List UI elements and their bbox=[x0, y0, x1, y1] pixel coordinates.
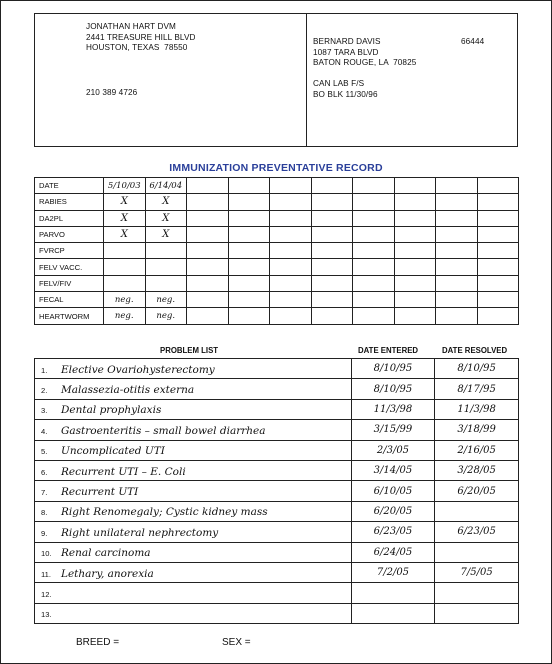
immunization-value: neg. bbox=[145, 292, 187, 308]
immunization-label: FELV VACC. bbox=[35, 259, 104, 275]
date-entered bbox=[351, 583, 435, 603]
immunization-label: FVRCP bbox=[35, 243, 104, 259]
problem-number: 7. bbox=[41, 488, 48, 498]
date-entered: 3/14/05 bbox=[351, 460, 435, 480]
problem-number: 4. bbox=[41, 426, 48, 436]
immunization-empty-cell bbox=[477, 308, 519, 324]
breed-label: BREED = bbox=[76, 637, 120, 648]
pet-info bbox=[313, 79, 378, 100]
immunization-empty-cell bbox=[311, 275, 353, 291]
pet-signalment: CAN LAB F/S bbox=[313, 79, 365, 88]
immunization-empty-cell bbox=[353, 308, 395, 324]
immunization-empty-cell bbox=[187, 226, 229, 242]
immunization-value: X bbox=[145, 226, 187, 242]
immunization-empty-cell bbox=[187, 292, 229, 308]
immunization-empty-cell bbox=[436, 259, 478, 275]
immunization-value: X bbox=[145, 210, 187, 226]
immunization-row bbox=[35, 210, 519, 226]
immunization-empty-cell bbox=[394, 226, 436, 242]
immunization-empty-cell bbox=[353, 226, 395, 242]
date-resolved: 2/16/05 bbox=[435, 440, 519, 460]
problem-number: 11. bbox=[41, 569, 51, 579]
date-entered: 11/3/98 bbox=[351, 399, 435, 419]
immunization-empty-cell bbox=[311, 210, 353, 226]
immunization-empty-cell bbox=[353, 194, 395, 210]
immunization-empty-cell bbox=[228, 210, 270, 226]
immunization-empty-cell bbox=[477, 243, 519, 259]
immunization-value: 5/10/03 bbox=[104, 178, 146, 194]
immunization-empty-cell bbox=[187, 308, 229, 324]
date-resolved bbox=[435, 583, 519, 603]
pet-detail: BO BLK 11/30/96 bbox=[313, 89, 378, 99]
problem-row bbox=[35, 603, 519, 623]
problem-row bbox=[35, 542, 519, 562]
problem-cell bbox=[35, 440, 352, 460]
date-entered: 6/20/05 bbox=[351, 501, 435, 521]
immunization-value: X bbox=[104, 210, 146, 226]
problem-row bbox=[35, 460, 519, 480]
header-divider bbox=[306, 14, 307, 146]
immunization-value: X bbox=[104, 194, 146, 210]
problem-row bbox=[35, 481, 519, 501]
immunization-empty-cell bbox=[436, 226, 478, 242]
immunization-empty-cell bbox=[187, 178, 229, 194]
immunization-label: FECAL bbox=[35, 292, 104, 308]
problem-number: 9. bbox=[41, 528, 48, 538]
problem-number: 3. bbox=[41, 406, 48, 416]
immunization-row bbox=[35, 178, 519, 194]
immunization-value bbox=[104, 259, 146, 275]
problem-description: Recurrent UTI bbox=[61, 486, 139, 499]
immunization-empty-cell bbox=[228, 178, 270, 194]
immunization-empty-cell bbox=[187, 259, 229, 275]
immunization-empty-cell bbox=[270, 308, 312, 324]
immunization-empty-cell bbox=[187, 210, 229, 226]
immunization-empty-cell bbox=[270, 178, 312, 194]
immunization-label: DA2PL bbox=[35, 210, 104, 226]
problem-description: Right Renomegaly; Cystic kidney mass bbox=[61, 506, 268, 519]
immunization-empty-cell bbox=[353, 275, 395, 291]
problem-number: 13. bbox=[41, 610, 52, 620]
immunization-empty-cell bbox=[436, 194, 478, 210]
immunization-empty-cell bbox=[311, 194, 353, 210]
problem-cell bbox=[35, 420, 352, 440]
date-resolved: 6/23/05 bbox=[435, 522, 519, 542]
vet-name: JONATHAN HART DVM bbox=[86, 22, 176, 31]
date-resolved: 8/10/95 bbox=[435, 359, 519, 379]
problem-cell bbox=[35, 603, 352, 623]
problem-row bbox=[35, 440, 519, 460]
immunization-empty-cell bbox=[353, 243, 395, 259]
immunization-empty-cell bbox=[270, 292, 312, 308]
date-resolved: 7/5/05 bbox=[435, 562, 519, 582]
problem-cell bbox=[35, 460, 352, 480]
problem-row bbox=[35, 501, 519, 521]
immunization-empty-cell bbox=[477, 259, 519, 275]
date-resolved: 3/18/99 bbox=[435, 420, 519, 440]
vet-address2: HOUSTON, TEXAS 78550 bbox=[86, 43, 188, 53]
immunization-empty-cell bbox=[270, 194, 312, 210]
date-entered bbox=[351, 603, 435, 623]
immunization-empty-cell bbox=[353, 210, 395, 226]
sex-label: SEX = bbox=[222, 637, 251, 648]
problem-number: 5. bbox=[41, 447, 48, 457]
immunization-empty-cell bbox=[394, 178, 436, 194]
problem-number: 8. bbox=[41, 508, 48, 518]
problem-description: Elective Ovariohysterectomy bbox=[61, 363, 215, 376]
date-resolved-header: DATE RESOLVED bbox=[442, 346, 508, 355]
client-id: 66444 bbox=[461, 37, 485, 46]
immunization-label: FELV/FIV bbox=[35, 275, 104, 291]
problem-description: Gastroenteritis – small bowel diarrhea bbox=[61, 424, 266, 437]
immunization-value bbox=[145, 259, 187, 275]
immunization-empty-cell bbox=[228, 292, 270, 308]
problem-cell bbox=[35, 562, 352, 582]
date-resolved: 3/28/05 bbox=[435, 460, 519, 480]
problem-description: Malassezia-otitis externa bbox=[61, 384, 195, 397]
problem-list-header: PROBLEM LIST bbox=[160, 346, 219, 355]
immunization-empty-cell bbox=[353, 292, 395, 308]
immunization-empty-cell bbox=[394, 275, 436, 291]
immunization-empty-cell bbox=[311, 178, 353, 194]
immunization-empty-cell bbox=[477, 194, 519, 210]
date-resolved: 11/3/98 bbox=[435, 399, 519, 419]
problem-cell bbox=[35, 481, 352, 501]
problem-description: Recurrent UTI – E. Coli bbox=[61, 465, 186, 478]
immunization-empty-cell bbox=[228, 243, 270, 259]
date-entered: 8/10/95 bbox=[351, 379, 435, 399]
problem-description: Uncomplicated UTI bbox=[61, 445, 165, 458]
problem-cell bbox=[35, 399, 352, 419]
immunization-empty-cell bbox=[436, 243, 478, 259]
immunization-value bbox=[145, 243, 187, 259]
immunization-empty-cell bbox=[477, 178, 519, 194]
immunization-empty-cell bbox=[187, 275, 229, 291]
vet-address-block bbox=[86, 22, 196, 54]
immunization-empty-cell bbox=[311, 259, 353, 275]
date-entered: 8/10/95 bbox=[351, 359, 435, 379]
immunization-empty-cell bbox=[394, 259, 436, 275]
client-address-block bbox=[313, 37, 416, 69]
immunization-empty-cell bbox=[187, 243, 229, 259]
problem-description: Renal carcinoma bbox=[61, 547, 151, 560]
vet-phone: 210 389 4726 bbox=[86, 88, 138, 97]
problem-number: 10. bbox=[41, 549, 52, 559]
immunization-value: neg. bbox=[104, 308, 146, 324]
immunization-value: X bbox=[145, 194, 187, 210]
date-entered: 6/23/05 bbox=[351, 522, 435, 542]
problem-number: 1. bbox=[41, 365, 48, 375]
immunization-empty-cell bbox=[353, 259, 395, 275]
date-resolved bbox=[435, 603, 519, 623]
immunization-empty-cell bbox=[477, 226, 519, 242]
immunization-empty-cell bbox=[270, 243, 312, 259]
immunization-empty-cell bbox=[477, 275, 519, 291]
problem-row bbox=[35, 399, 519, 419]
immunization-empty-cell bbox=[270, 226, 312, 242]
date-entered: 6/10/05 bbox=[351, 481, 435, 501]
problem-cell bbox=[35, 501, 352, 521]
problem-row bbox=[35, 420, 519, 440]
vet-address1: 2441 TREASURE HILL BLVD bbox=[86, 32, 196, 42]
immunization-label: HEARTWORM bbox=[35, 308, 104, 324]
immunization-empty-cell bbox=[477, 210, 519, 226]
problem-cell bbox=[35, 379, 352, 399]
problem-cell bbox=[35, 583, 352, 603]
immunization-value: neg. bbox=[104, 292, 146, 308]
immunization-row bbox=[35, 226, 519, 242]
immunization-row bbox=[35, 259, 519, 275]
immunization-empty-cell bbox=[228, 308, 270, 324]
problem-cell bbox=[35, 359, 352, 379]
immunization-value bbox=[104, 243, 146, 259]
problem-row bbox=[35, 359, 519, 379]
immunization-empty-cell bbox=[311, 226, 353, 242]
problem-description: Right unilateral nephrectomy bbox=[61, 526, 219, 539]
immunization-empty-cell bbox=[228, 259, 270, 275]
problem-number: 12. bbox=[41, 589, 52, 599]
immunization-empty-cell bbox=[436, 292, 478, 308]
immunization-empty-cell bbox=[436, 308, 478, 324]
immunization-empty-cell bbox=[311, 292, 353, 308]
immunization-label: DATE bbox=[35, 178, 104, 194]
immunization-value bbox=[104, 275, 146, 291]
immunization-row bbox=[35, 243, 519, 259]
problem-row bbox=[35, 522, 519, 542]
client-address2: BATON ROUGE, LA 70825 bbox=[313, 58, 417, 68]
immunization-empty-cell bbox=[353, 178, 395, 194]
problem-cell bbox=[35, 542, 352, 562]
problem-description: Dental prophylaxis bbox=[61, 404, 162, 417]
immunization-empty-cell bbox=[270, 259, 312, 275]
immunization-empty-cell bbox=[394, 292, 436, 308]
client-address1: 1087 TARA BLVD bbox=[313, 47, 379, 57]
immunization-value: 6/14/04 bbox=[145, 178, 187, 194]
date-resolved bbox=[435, 501, 519, 521]
immunization-row bbox=[35, 275, 519, 291]
problem-row bbox=[35, 562, 519, 582]
immunization-empty-cell bbox=[477, 292, 519, 308]
immunization-empty-cell bbox=[394, 210, 436, 226]
date-entered: 3/15/99 bbox=[351, 420, 435, 440]
immunization-empty-cell bbox=[394, 243, 436, 259]
date-entered: 2/3/05 bbox=[351, 440, 435, 460]
immunization-empty-cell bbox=[394, 194, 436, 210]
problem-number: 2. bbox=[41, 386, 48, 396]
immunization-row bbox=[35, 308, 519, 324]
date-resolved: 8/17/95 bbox=[435, 379, 519, 399]
immunization-value bbox=[145, 275, 187, 291]
immunization-empty-cell bbox=[394, 308, 436, 324]
immunization-label: PARVO bbox=[35, 226, 104, 242]
client-name: BERNARD DAVIS bbox=[313, 37, 381, 46]
problem-row bbox=[35, 379, 519, 399]
immunization-empty-cell bbox=[311, 308, 353, 324]
problem-number: 6. bbox=[41, 467, 48, 477]
immunization-label: RABIES bbox=[35, 194, 104, 210]
problem-table bbox=[34, 358, 519, 624]
immunization-value: X bbox=[104, 226, 146, 242]
immunization-empty-cell bbox=[436, 275, 478, 291]
problem-cell bbox=[35, 522, 352, 542]
immunization-title: IMMUNIZATION PREVENTATIVE RECORD bbox=[169, 162, 383, 174]
immunization-empty-cell bbox=[228, 275, 270, 291]
immunization-table bbox=[34, 177, 519, 325]
immunization-empty-cell bbox=[436, 210, 478, 226]
problem-row bbox=[35, 583, 519, 603]
date-entered: 7/2/05 bbox=[351, 562, 435, 582]
date-resolved bbox=[435, 542, 519, 562]
date-resolved: 6/20/05 bbox=[435, 481, 519, 501]
immunization-row bbox=[35, 194, 519, 210]
immunization-row bbox=[35, 292, 519, 308]
immunization-value: neg. bbox=[145, 308, 187, 324]
immunization-empty-cell bbox=[436, 178, 478, 194]
immunization-empty-cell bbox=[187, 194, 229, 210]
immunization-empty-cell bbox=[270, 210, 312, 226]
immunization-empty-cell bbox=[228, 226, 270, 242]
date-entered: 6/24/05 bbox=[351, 542, 435, 562]
immunization-empty-cell bbox=[228, 194, 270, 210]
date-entered-header: DATE ENTERED bbox=[358, 346, 419, 355]
immunization-empty-cell bbox=[270, 275, 312, 291]
immunization-empty-cell bbox=[311, 243, 353, 259]
problem-description: Lethary, anorexia bbox=[61, 567, 154, 580]
